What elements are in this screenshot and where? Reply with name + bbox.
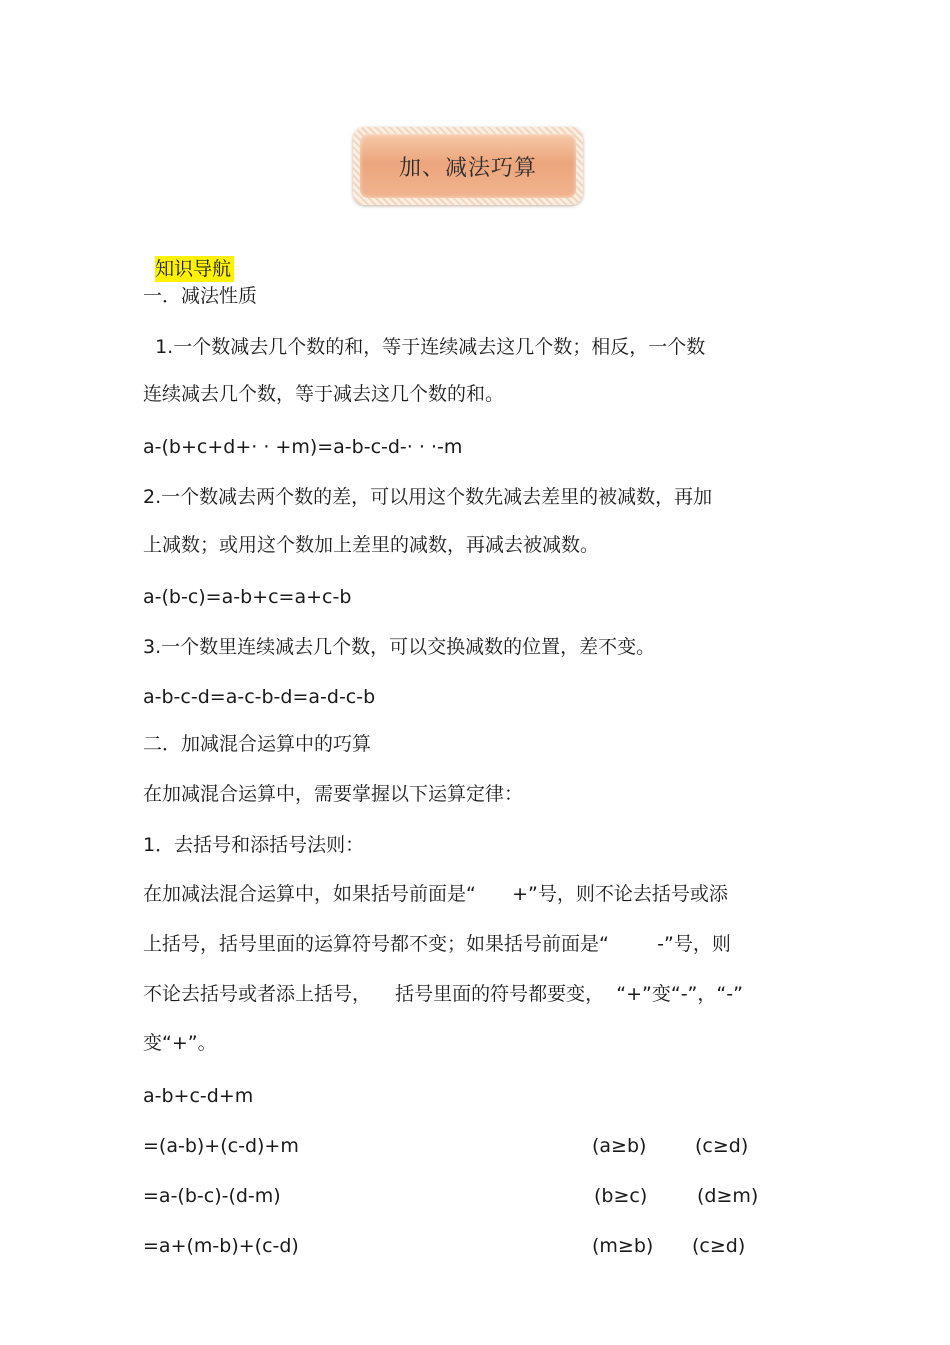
paragraph-line: 不论去括号或者添上括号， 括号里面的符号都要变， “+”变“-”，“-”: [143, 983, 743, 1005]
paragraph-line: 3.一个数里连续减去几个数，可以交换减数的位置，差不变。: [143, 636, 656, 658]
paragraph-line: 上括号，括号里面的运算符号都不变；如果括号前面是“ -”号，则: [143, 933, 731, 955]
paragraph-line: 上减数；或用这个数加上差里的减数，再减去被减数。: [143, 534, 600, 556]
equation-expr: =(a-b)+(c-d)+m: [143, 1135, 299, 1157]
equation-condition: (c≥d): [692, 1235, 746, 1257]
equation-condition: (d≥m): [697, 1185, 759, 1207]
section-heading-1: 一．减法性质: [143, 285, 258, 307]
paragraph-line: 1.一个数减去几个数的和，等于连续减去这几个数；相反，一个数: [143, 336, 706, 358]
formula-line: a-(b-c)=a-b+c=a+c-b: [143, 586, 352, 608]
equation-condition: (b≥c): [594, 1185, 648, 1207]
subheading-line: 1．去括号和添括号法则：: [143, 834, 365, 856]
paragraph-line: 在加减法混合运算中，如果括号前面是“ +”号，则不论去括号或添: [143, 883, 728, 905]
paragraph-line: 在加减混合运算中，需要掌握以下运算定律：: [143, 783, 524, 805]
title-inner: [360, 134, 576, 198]
nav-label-line: [143, 233, 234, 281]
formula-line: a-(b+c+d+· · +m)=a-b-c-d-· · ·-m: [143, 436, 463, 458]
paragraph-line: 变“+”。: [143, 1032, 217, 1054]
title-box: [353, 127, 583, 205]
nav-label: 知识导航: [155, 256, 234, 282]
formula-line: a-b-c-d=a-c-b-d=a-d-c-b: [143, 686, 376, 708]
equation-expr: =a+(m-b)+(c-d): [143, 1235, 299, 1257]
equation-condition: (a≥b): [592, 1135, 647, 1157]
equation-condition: (m≥b): [592, 1235, 654, 1257]
equation-expr: =a-(b-c)-(d-m): [143, 1185, 281, 1207]
paragraph-line: 2.一个数减去两个数的差，可以用这个数先减去差里的被减数，再加: [143, 486, 713, 508]
formula-line: a-b+c-d+m: [143, 1085, 254, 1107]
section-heading-2: 二．加减混合运算中的巧算: [143, 733, 372, 755]
page-title: 加、减法巧算: [398, 155, 537, 181]
paragraph-line: 连续减去几个数，等于减去这几个数的和。: [143, 383, 505, 405]
equation-condition: (c≥d): [695, 1135, 749, 1157]
